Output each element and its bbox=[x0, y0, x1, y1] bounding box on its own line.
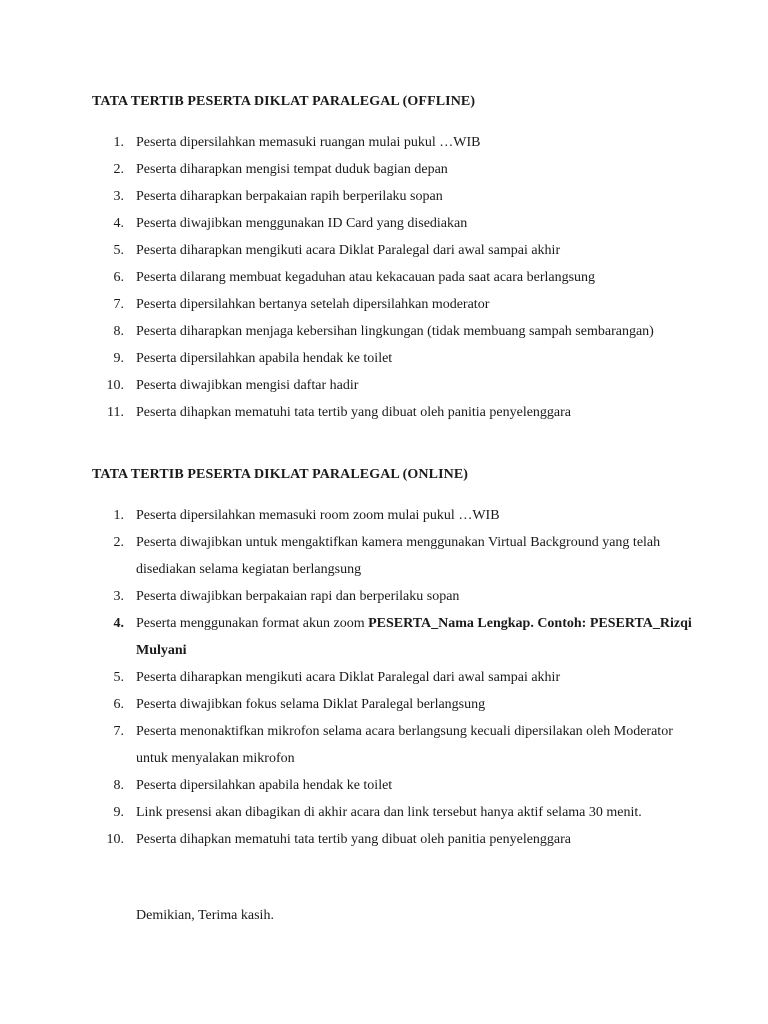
item-text: Peserta diwajibkan berpakaian rapi dan berperilaku sopan bbox=[136, 589, 460, 604]
zoom-name-format: PESERTA_Nama Lengkap. Contoh: PESERTA_Rizqi Mulyani bbox=[136, 616, 692, 658]
list-item bbox=[0, 772, 696, 799]
list-item bbox=[0, 529, 696, 583]
item-number: 2. bbox=[113, 162, 124, 177]
closing-remark: Demikian, Terima kasih. bbox=[136, 908, 274, 923]
item-text: Peserta dipersilahkan memasuki room zoom mulai pukul …WIB bbox=[136, 508, 500, 523]
item-number: 9. bbox=[113, 351, 124, 366]
item-number: 2. bbox=[113, 535, 124, 550]
list-item bbox=[0, 826, 696, 853]
item-text: Peserta diharapkan mengisi tempat duduk bagian depan bbox=[136, 162, 448, 177]
item-text: Peserta dihapkan mematuhi tata tertib yang dibuat oleh panitia penyelenggara bbox=[136, 832, 572, 847]
list-item bbox=[0, 156, 696, 183]
item-text: Peserta dilarang membuat kegaduhan atau kekacauan pada saat acara berlangsung bbox=[136, 270, 596, 285]
item-text: Peserta diharapkan mengikuti acara Diklat Paralegal dari awal sampai akhir bbox=[136, 670, 561, 685]
list-item bbox=[0, 718, 696, 772]
item-number: 8. bbox=[113, 324, 124, 339]
list-item bbox=[0, 237, 696, 264]
item-number: 8. bbox=[113, 778, 124, 793]
item-text: Peserta diwajibkan fokus selama Diklat Paralegal berlangsung bbox=[136, 697, 486, 712]
item-number: 1. bbox=[113, 135, 124, 150]
list-item bbox=[0, 583, 696, 610]
item-number: 5. bbox=[113, 243, 124, 258]
item-number: 11. bbox=[107, 405, 124, 420]
item-text: Link presensi akan dibagikan di akhir acara dan link tersebut hanya aktif selama 30 menit. bbox=[136, 805, 642, 820]
item-number: 10. bbox=[106, 378, 124, 393]
list-item bbox=[0, 372, 696, 399]
item-number: 3. bbox=[113, 189, 124, 204]
item-text: Peserta diwajibkan menggunakan ID Card yang disediakan bbox=[136, 216, 468, 231]
item-number: 7. bbox=[113, 724, 124, 739]
item-number: 1. bbox=[113, 508, 124, 523]
list-item bbox=[0, 318, 696, 345]
item-text: Peserta dipersilahkan apabila hendak ke toilet bbox=[136, 778, 393, 793]
list-item bbox=[0, 264, 696, 291]
item-text: Peserta dipersilahkan apabila hendak ke toilet bbox=[136, 351, 393, 366]
list-item bbox=[0, 610, 696, 664]
list-item bbox=[0, 664, 696, 691]
item-text: Peserta dihapkan mematuhi tata tertib yang dibuat oleh panitia penyelenggara bbox=[136, 405, 572, 420]
item-number: 4. bbox=[113, 216, 124, 231]
online-rules-title: TATA TERTIB PESERTA DIKLAT PARALEGAL (ONLINE) bbox=[92, 467, 469, 482]
list-item bbox=[0, 399, 696, 426]
item-text: Peserta menggunakan format akun zoom bbox=[136, 616, 369, 631]
item-text: Peserta diharapkan berpakaian rapih berperilaku sopan bbox=[136, 189, 443, 204]
list-item bbox=[0, 129, 696, 156]
item-number: 5. bbox=[113, 670, 124, 685]
item-number: 9. bbox=[113, 805, 124, 820]
item-text: Peserta dipersilahkan bertanya setelah dipersilahkan moderator bbox=[136, 297, 490, 312]
list-item bbox=[0, 799, 696, 826]
item-number: 7. bbox=[113, 297, 124, 312]
item-text: Peserta dipersilahkan memasuki ruangan mulai pukul …WIB bbox=[136, 135, 481, 150]
list-item bbox=[0, 691, 696, 718]
item-text: Peserta diharapkan menjaga kebersihan lingkungan (tidak membuang sampah sembarangan) bbox=[136, 324, 654, 339]
item-number: 6. bbox=[113, 270, 124, 285]
list-item bbox=[0, 345, 696, 372]
item-number: 6. bbox=[113, 697, 124, 712]
item-number: 4. bbox=[113, 616, 124, 631]
item-text: Peserta diwajibkan untuk mengaktifkan kamera menggunakan Virtual Background yang telah disediakan selama kegiatan berlangsung bbox=[136, 535, 661, 577]
list-item bbox=[0, 502, 696, 529]
list-item bbox=[0, 291, 696, 318]
online-rules-list bbox=[0, 502, 696, 853]
item-number: 10. bbox=[106, 832, 124, 847]
offline-rules-title: TATA TERTIB PESERTA DIKLAT PARALEGAL (OFFLINE) bbox=[92, 94, 476, 109]
list-item bbox=[0, 183, 696, 210]
list-item bbox=[0, 210, 696, 237]
item-number: 3. bbox=[113, 589, 124, 604]
item-text: Peserta menonaktifkan mikrofon selama acara berlangsung kecuali dipersilakan oleh Moderator untuk menyalakan mikrofon bbox=[136, 724, 673, 766]
item-text: Peserta diharapkan mengikuti acara Diklat Paralegal dari awal sampai akhir bbox=[136, 243, 561, 258]
offline-rules-list bbox=[0, 129, 696, 426]
item-text: Peserta diwajibkan mengisi daftar hadir bbox=[136, 378, 359, 393]
